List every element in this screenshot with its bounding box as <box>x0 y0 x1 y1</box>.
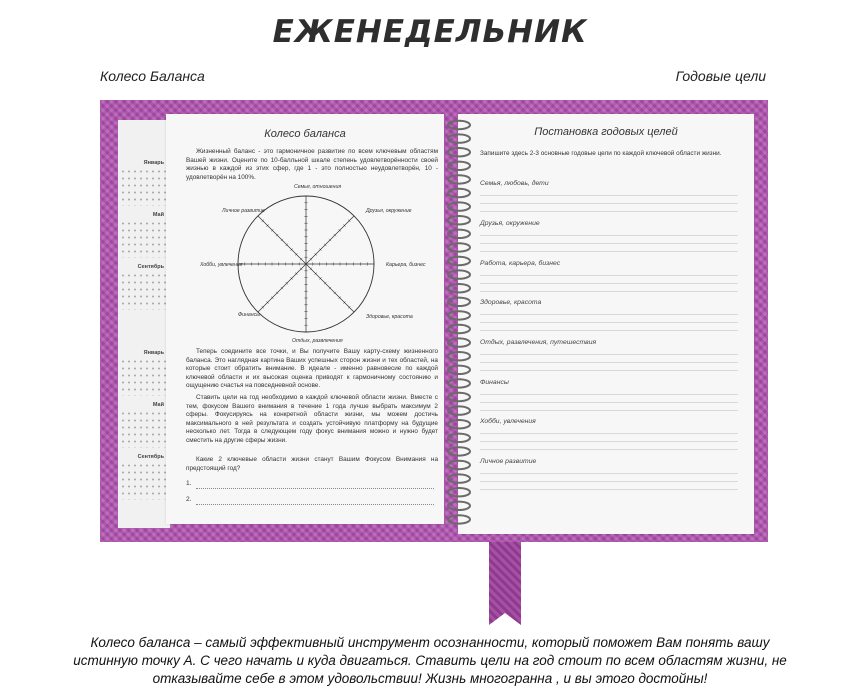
goal-lines-family[interactable] <box>480 188 738 214</box>
goal-label-growth: Личное развитие <box>480 458 537 465</box>
wheel-instructions-text: Теперь соедините все точки, и Вы получите Вашу карту-схему жизненного баланса. Это наглядная картина Ваших успешных сторон жизни и тех областей, на которые стоит обратить внимание. В идеале - именно равновесие по каждой ключевой области и их высокая оценка приводят к гармоничному состоянию и ощущению счастья на повседневной основе. <box>186 348 438 390</box>
page-title: ЕЖЕНЕДЕЛЬНИК <box>272 14 588 50</box>
spiral-ring <box>448 311 470 319</box>
answer-number-1: 1. <box>186 480 192 487</box>
spiral-ring <box>448 325 470 333</box>
calendar-month: Сентябрь <box>120 454 166 500</box>
wheel-label-growth: Личное развитие <box>222 208 265 214</box>
label-annual-goals: Годовые цели <box>675 68 766 84</box>
calendar-month: Май <box>120 402 166 448</box>
goal-lines-hobby[interactable] <box>480 426 738 452</box>
calendar-month: Май <box>120 212 166 258</box>
goal-lines-growth[interactable] <box>480 466 738 492</box>
spiral-ring <box>448 270 470 278</box>
focus-advice-text: Ставить цели на год необходимо в каждой ключевой области жизни. Вместе с тем, фокусом Вашего внимания в течение 1 года лучше выбрать максимум 2 сферы. Фокусируясь на конкретной области жизни, мы можем достичь максимального в ней результата и создать устойчивую платформу на будущие несколько лет. Тогда в следующем году фокус внимания можно и нужно будет сместить на другие сферы жизни. <box>186 394 438 444</box>
left-page-title: Колесо баланса <box>264 128 346 140</box>
spiral-ring <box>448 352 470 360</box>
spiral-ring <box>448 502 470 510</box>
goal-label-leisure: Отдых, развлечения, путешествия <box>480 339 597 346</box>
wheel-label-leisure: Отдых, развлечения <box>292 338 343 344</box>
spiral-ring <box>448 406 470 414</box>
spiral-ring <box>448 243 470 251</box>
goal-lines-career[interactable] <box>480 268 738 294</box>
wheel-label-finance: Финансы <box>238 312 261 318</box>
spiral-ring <box>448 366 470 374</box>
right-page <box>458 114 754 534</box>
right-page-title: Постановка годовых целей <box>534 126 678 138</box>
spiral-ring <box>448 338 470 346</box>
calendar-month: Сентябрь <box>120 264 166 310</box>
wheel-label-family: Семья, отношения <box>294 184 342 190</box>
spiral-ring <box>448 148 470 156</box>
calendar-month: Январь <box>120 350 166 396</box>
goal-label-hobby: Хобби, увлечения <box>480 418 536 425</box>
answer-number-2: 2. <box>186 496 192 503</box>
calendar-month: Январь <box>120 160 166 206</box>
goal-lines-leisure[interactable] <box>480 347 738 373</box>
spiral-ring <box>448 474 470 482</box>
goal-lines-finance[interactable] <box>480 387 738 413</box>
balance-wheel-diagram <box>226 178 386 350</box>
spiral-ring <box>448 379 470 387</box>
spiral-ring <box>448 298 470 306</box>
label-balance-wheel: Колесо Баланса <box>100 68 205 84</box>
wheel-label-career: Карьера, бизнес <box>386 262 426 268</box>
goal-label-family: Семья, любовь, дети <box>480 180 549 187</box>
spiral-ring <box>448 284 470 292</box>
spiral-binding <box>444 117 474 529</box>
goal-label-friends: Друзья, окружение <box>480 220 540 227</box>
goal-label-health: Здоровье, красота <box>480 299 542 306</box>
answer-line-2[interactable] <box>196 503 434 505</box>
spiral-ring <box>448 461 470 469</box>
spiral-ring <box>448 393 470 401</box>
wheel-label-hobby: Хобби, увлечения <box>200 262 243 268</box>
spiral-ring <box>448 434 470 442</box>
focus-question-text: Какие 2 ключевые области жизни станут Вашим Фокусом Внимания на предстоящий год? <box>186 456 438 472</box>
goal-label-finance: Финансы <box>480 379 509 386</box>
wheel-label-health: Здоровье, красота <box>366 314 413 320</box>
spiral-ring <box>448 134 470 142</box>
spiral-ring <box>448 515 470 523</box>
goal-lines-friends[interactable] <box>480 228 738 254</box>
spiral-ring <box>448 202 470 210</box>
spiral-ring <box>448 447 470 455</box>
spiral-ring <box>448 189 470 197</box>
spiral-ring <box>448 121 470 129</box>
spiral-ring <box>448 230 470 238</box>
wheel-intro-text: Жизненный баланс - это гармоничное развитие по всем ключевым областям Вашей жизни. Оцените по 10-балльной шкале степень удовлетворённости своей жизнью в каждой из этих сфер, где 1 - это полностью неудовлетворён, 10 - удовлетворён на 100%. <box>186 148 438 181</box>
answer-line-1[interactable] <box>196 487 434 489</box>
goals-intro-text: Запишите здесь 2-3 основные годовые цели по каждой ключевой области жизни. <box>480 150 722 157</box>
goal-lines-health[interactable] <box>480 307 738 333</box>
description-caption: Колесо баланса – самый эффективный инструмент осознанности, который поможет Вам понять вашу истинную точку А. С чего начать и куда двигаться. Ставить цели на год стоит по всем областям жизни, не отказывайте себе в этом удовольствии! Жизнь многогранна , и вы этого достойны! <box>73 635 787 686</box>
spiral-ring <box>448 216 470 224</box>
spiral-ring <box>448 162 470 170</box>
spiral-ring <box>448 175 470 183</box>
left-page <box>166 114 444 524</box>
spiral-ring <box>448 420 470 428</box>
spiral-ring <box>448 257 470 265</box>
wheel-label-friends: Друзья, окружение <box>366 208 412 214</box>
spiral-ring <box>448 488 470 496</box>
goal-label-career: Работа, карьера, бизнес <box>480 260 561 267</box>
